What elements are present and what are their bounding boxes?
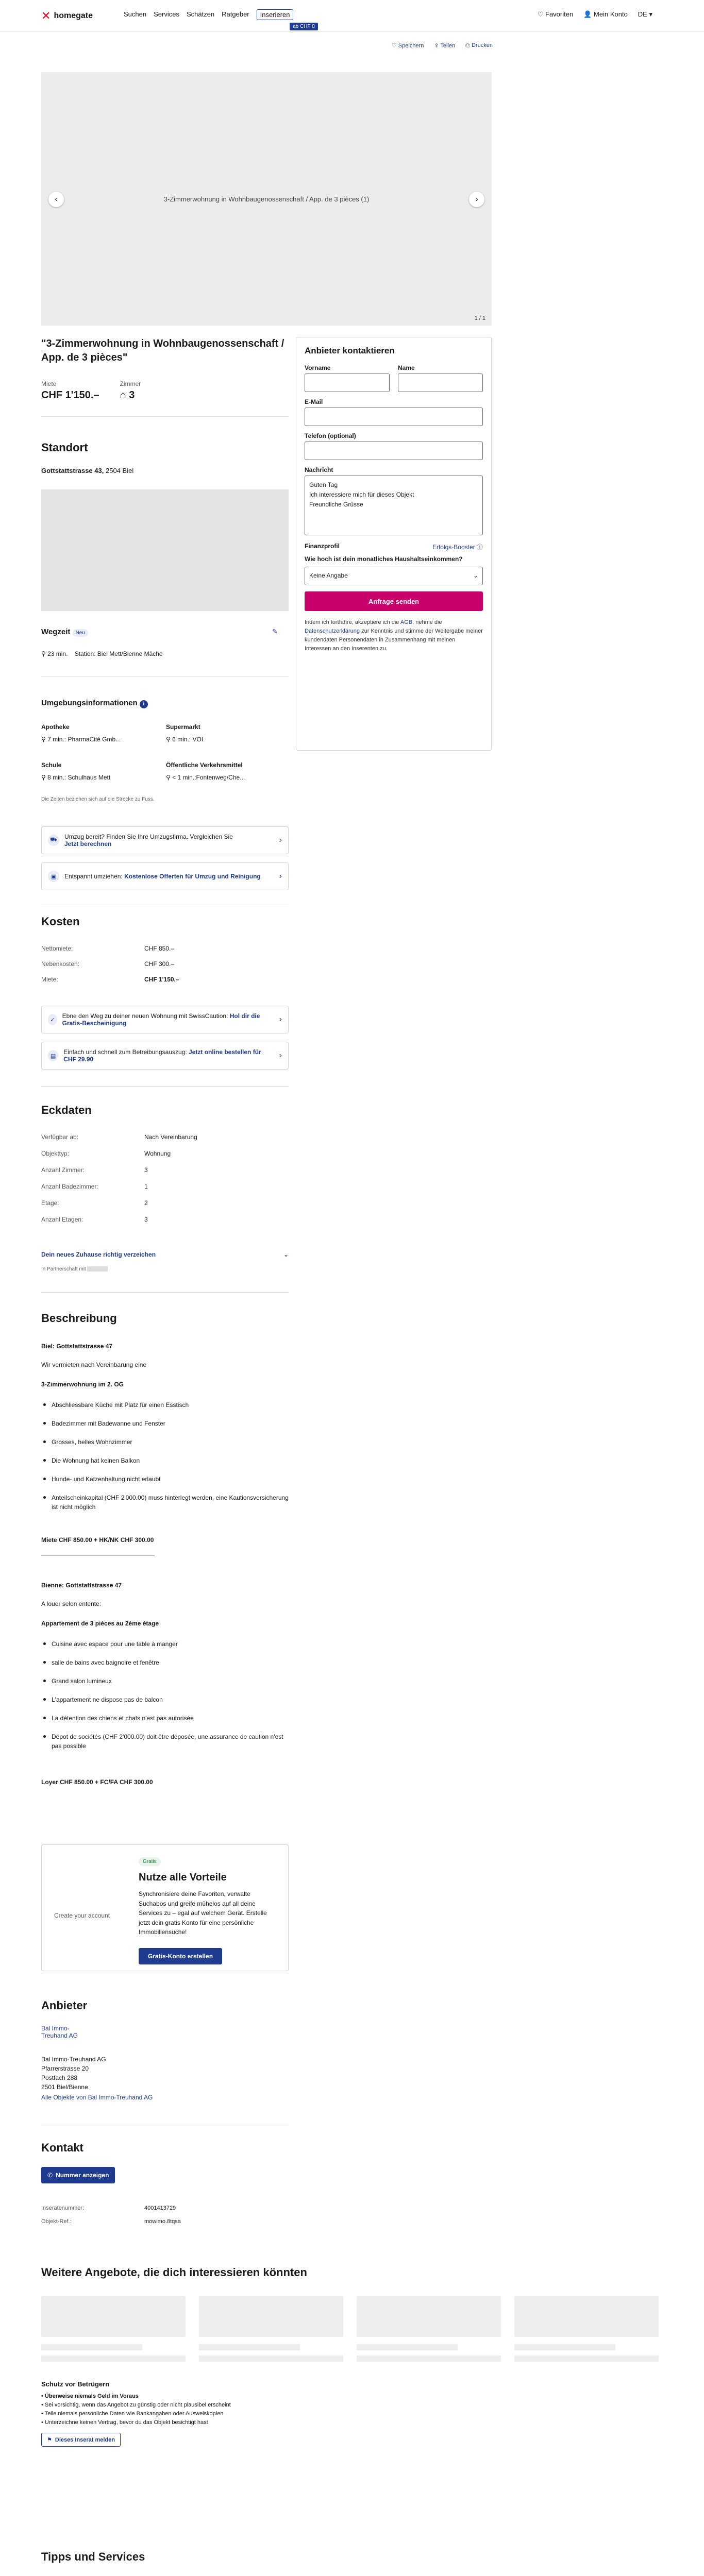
zimmer-value <box>120 389 141 401</box>
finanzprofil-label: Finanzprofil <box>305 543 340 550</box>
income-selected: Keine Angabe <box>309 572 348 579</box>
kosten-row <box>41 976 289 983</box>
promo-umzug-reinigung[interactable] <box>41 862 289 890</box>
vorname-input[interactable] <box>305 374 390 392</box>
kontakt-value: mowimo.8tqsa <box>144 2218 181 2225</box>
kosten-key: Nebenkosten: <box>41 960 80 968</box>
kontakt-row <box>41 2218 289 2225</box>
promo-pre: Ebne den Weg zu deiner neuen Wohnung mit SwissCaution: <box>62 1012 230 1020</box>
income-question: Wie hoch ist dein monatliches Haushaltseinkommen? <box>305 555 463 563</box>
chevron-right-icon: › <box>279 1015 282 1024</box>
document-icon: ▤ <box>48 1050 58 1061</box>
eckdaten-key: Anzahl Zimmer: <box>41 1166 85 1174</box>
chevron-right-icon: › <box>279 872 282 880</box>
desc-de-sub: 3-Zimmerwohnung im 2. OG <box>41 1381 124 1388</box>
eckdaten-value: 2 <box>144 1199 148 1207</box>
list-item: Dépot de sociétés (CHF 2'000.00) doit être déposée, une assurance de caution n'est pas possible <box>41 1732 289 1751</box>
desc-de-rent: Miete CHF 850.00 + HK/NK CHF 300.00 <box>41 1536 154 1544</box>
legal-post: zur Kenntnis und stimme der Weitergabe meiner kundendaten Personendaten in Zusammenhang mit meinen Interessen an den Inserenten zu. <box>305 628 483 652</box>
share-label: Teilen <box>440 43 456 49</box>
message-line: Guten Tag <box>309 481 338 488</box>
nav-services[interactable]: Services <box>154 10 179 18</box>
legal-mid: , nehme die <box>412 619 442 625</box>
umgebung-value-text: < 1 min.:Fontenweg/Che... <box>172 774 245 781</box>
homegate-logo[interactable] <box>41 10 93 22</box>
address <box>41 467 133 474</box>
anbieter-heading: Anbieter <box>41 1999 88 2012</box>
name-label: Name <box>398 364 415 371</box>
partner-logo <box>87 1266 108 1272</box>
walk-icon: ⚲ <box>41 774 48 781</box>
eckdaten-key: Verfügbar ab: <box>41 1133 79 1141</box>
list-item: Grand salon lumineux <box>41 1676 289 1686</box>
miete-label: Miete <box>41 380 57 387</box>
umgebung-title: Umgebungsinformationen <box>41 699 138 707</box>
umgebung-note: Die Zeiten beziehen sich auf die Strecke zu Fuss. <box>41 796 155 802</box>
save-button[interactable] <box>392 42 424 49</box>
nachricht-label: Nachricht <box>305 466 333 473</box>
promo-text <box>62 1012 274 1027</box>
gallery-image-alt: 3-Zimmerwohnung in Wohnbaugenossenschaft / App. de 3 pièces (1) <box>163 195 370 203</box>
divider <box>41 416 289 417</box>
promo-text <box>64 873 261 880</box>
chevron-left-icon: ‹ <box>55 195 58 204</box>
anbieter-line: Postfach 288 <box>41 2074 78 2081</box>
promo-text <box>63 1048 274 1063</box>
eckdaten-key: Objekttyp: <box>41 1150 70 1157</box>
email-input[interactable] <box>305 408 483 426</box>
nav-schaetzen[interactable]: Schätzen <box>186 10 215 18</box>
fraud-item: • Sei vorsichtig, wenn das Angebot zu günstig oder nicht plausibel erscheint <box>41 2402 231 2408</box>
email-label: E-Mail <box>305 398 323 405</box>
eckdaten-row <box>41 1216 289 1223</box>
chevron-right-icon: › <box>279 836 282 844</box>
report-label: Dieses Inserat melden <box>55 2436 115 2443</box>
desc-de-list <box>41 1400 289 1521</box>
listing-card-placeholder[interactable] <box>41 2296 186 2368</box>
kosten-value: CHF 300.– <box>144 960 175 968</box>
list-item: Die Wohnung hat keinen Balkon <box>41 1456 289 1465</box>
listing-actions <box>392 42 493 49</box>
fraud-text: Unterzeichne keinen Vertrag, bevor du das Objekt besichtigt hast <box>44 2419 208 2426</box>
promo-link: Jetzt berechnen <box>64 840 112 848</box>
desc-fr-intro: A louer selon entente: <box>41 1600 102 1607</box>
vorname-label: Vorname <box>305 364 331 371</box>
umgebung-value-text: 6 min.: VOI <box>172 736 204 743</box>
list-item: Grosses, helles Wohnzimmer <box>41 1437 289 1447</box>
image-gallery[interactable] <box>41 72 492 326</box>
eckdaten-value: 1 <box>144 1183 148 1190</box>
site-header <box>0 0 704 32</box>
house-icon: ⌂ <box>120 389 129 401</box>
brand-name: homegate <box>54 11 93 20</box>
listing-key-values <box>41 380 141 401</box>
truck-icon: ⛟ <box>48 835 59 846</box>
eckdaten-value: 3 <box>144 1216 148 1223</box>
fraud-heading: Schutz vor Betrügern <box>41 2380 110 2388</box>
report-listing-button[interactable] <box>41 2433 121 2447</box>
verzeichnen-accordion[interactable] <box>41 1251 289 1258</box>
heart-icon: ♡ <box>537 10 546 18</box>
wegzeit-label: Wegzeit <box>41 628 71 636</box>
desc-de-head: Biel: Gottstattstrasse 47 <box>41 1343 113 1350</box>
wegzeit-title <box>41 628 88 636</box>
promo-umzug[interactable] <box>41 826 289 854</box>
walk-icon: ⚲ <box>41 650 48 657</box>
finanzprofil-row <box>305 543 483 551</box>
promo-link: Kostenlose Offerten für Umzug und Reinigung <box>124 873 261 880</box>
eckdaten-key: Etage: <box>41 1199 59 1207</box>
umgebung-label: Schule <box>41 761 62 769</box>
eckdaten-value: Wohnung <box>144 1150 171 1157</box>
kosten-key: Nettomiete: <box>41 945 73 952</box>
wegzeit-station: Station: Biel Mett/Bienne Mâche <box>74 650 163 657</box>
eckdaten-key: Anzahl Etagen: <box>41 1216 83 1223</box>
legal-pre: Indem ich fortfahre, akzeptiere ich die <box>305 619 400 625</box>
eckdaten-row <box>41 1183 289 1190</box>
gallery-next-button[interactable] <box>469 192 484 207</box>
konto-label: Mein Konto <box>594 10 628 18</box>
listing-card-placeholder[interactable] <box>514 2296 659 2368</box>
verzeichnen-label: Dein neues Zuhause richtig verzeichen <box>41 1251 156 1258</box>
partner-label: In Partnerschaft mit <box>41 1266 86 1272</box>
income-select[interactable] <box>305 567 483 585</box>
name-input[interactable] <box>398 374 483 392</box>
list-item: Abschliessbare Küche mit Platz für einen Esstisch <box>41 1400 289 1410</box>
umgebung-value <box>166 774 245 781</box>
eckdaten-value: Nach Vereinbarung <box>144 1133 197 1141</box>
kontakt-row <box>41 2205 289 2211</box>
eckdaten-key: Anzahl Badezimmer: <box>41 1183 98 1190</box>
kontakt-heading: Kontakt <box>41 2141 83 2154</box>
list-item: La détention des chiens et chats n'est pas autorisée <box>41 1714 289 1723</box>
eckdaten-row <box>41 1199 289 1207</box>
umgebung-value <box>41 774 110 781</box>
walk-icon: ⚲ <box>166 736 173 743</box>
contact-form <box>296 337 492 751</box>
list-item: salle de bains avec baignoire et fenêtre <box>41 1658 289 1667</box>
umgebung-label: Supermarkt <box>166 723 200 731</box>
inserieren-price-badge: ab CHF 0 <box>290 23 318 30</box>
show-number-label: Nummer anzeigen <box>56 2172 109 2179</box>
weitere-heading: Weitere Angebote, die dich interessieren könnten <box>41 2266 307 2279</box>
share-button[interactable] <box>434 42 455 49</box>
new-badge: Neu <box>73 629 88 637</box>
divider <box>41 1292 289 1293</box>
fraud-text: Teile niemals persönliche Daten wie Bankangaben oder Ausweiskopien <box>44 2411 224 2417</box>
fraud-item: • Unterzeichne keinen Vertrag, bevor du das Objekt besichtigt hast <box>41 2419 208 2426</box>
umgebung-label: Öffentliche Verkehrsmittel <box>166 761 243 769</box>
kontakt-key: Inseratenummer: <box>41 2205 85 2211</box>
fraud-text: Sei vorsichtig, wenn das Angebot zu günstig oder nicht plausibel erscheint <box>44 2402 231 2408</box>
info-icon[interactable]: i <box>140 700 148 708</box>
save-label: Speichern <box>398 43 424 49</box>
eckdaten-row <box>41 1133 289 1141</box>
partner-note <box>41 1266 108 1272</box>
favoriten-link[interactable] <box>538 10 573 19</box>
anbieter-line: Bal Immo-Treuhand AG <box>41 2056 106 2063</box>
anbieter-all-link[interactable]: Alle Objekte von Bal Immo-Treuhand AG <box>41 2094 153 2101</box>
promo-pre: Umzug bereit? Finden Sie Ihre Umzugsfirma. Vergleichen Sie <box>64 833 233 840</box>
printer-icon: ⎙ <box>465 42 472 48</box>
nav-ratgeber[interactable]: Ratgeber <box>222 10 249 18</box>
zimmer-number: 3 <box>129 389 135 401</box>
promo-title: Nutze alle Vorteile <box>139 1872 227 1883</box>
address-street: Gottstattstrasse 43, <box>41 467 104 474</box>
eckdaten-row <box>41 1166 289 1174</box>
gallery-prev-button[interactable] <box>48 192 64 207</box>
promo-description: Synchronisiere deine Favoriten, verwalte Suchabos und greife mühelos auf all deine Services zu – egal auf welchem Gerät. Erstelle jetzt dein gratis Konto für eine persönliche Immobiliensuche! <box>139 1890 267 1936</box>
promo-swisscaution[interactable] <box>41 1006 289 1033</box>
gallery-counter: 1 / 1 <box>474 315 485 321</box>
listing-card-placeholder[interactable] <box>199 2296 343 2368</box>
chevron-right-icon: › <box>279 1051 282 1060</box>
nav-inserieren-button[interactable]: Inserieren <box>257 9 294 20</box>
account-promo-card <box>41 1844 289 1971</box>
favoriten-label: Favoriten <box>545 10 574 18</box>
nav-suchen[interactable]: Suchen <box>124 10 147 18</box>
address-city: 2504 Biel <box>104 467 134 474</box>
anbieter-line: Pfarrerstrasse 20 <box>41 2065 89 2072</box>
list-item: Hunde- und Katzenhaltung nicht erlaubt <box>41 1475 289 1484</box>
wegzeit-time: 23 min. <box>47 650 68 657</box>
logo-x-icon: ✕ <box>41 9 51 22</box>
phone-icon: ✆ <box>47 2172 53 2179</box>
chevron-right-icon: › <box>475 195 478 204</box>
kontakt-key: Objekt-Ref.: <box>41 2218 72 2225</box>
submit-inquiry-button[interactable]: Anfrage senden <box>305 591 483 611</box>
location-map[interactable] <box>41 489 289 611</box>
list-item: Badezimmer mit Badewanne und Fenster <box>41 1419 289 1428</box>
chevron-down-icon: ⌄ <box>473 572 478 579</box>
print-button[interactable] <box>465 42 493 49</box>
info-icon: ⓘ <box>476 544 483 551</box>
main-nav <box>124 10 293 21</box>
desc-fr-rent: Loyer CHF 850.00 + FC/FA CHF 300.00 <box>41 1778 153 1786</box>
message-line: Ich interessiere mich für dieses Objekt <box>309 491 414 499</box>
list-item: Anteilscheinkapital (CHF 2'000.00) muss hinterlegt werden, eine Kautionsversicherung ist nicht möglich <box>41 1493 289 1512</box>
language-switch[interactable]: DE ▾ <box>638 10 652 18</box>
walk-icon: ⚲ <box>41 736 48 743</box>
umgebung-value-text: 8 min.: Schulhaus Mett <box>47 774 111 781</box>
promo-betreibungsauszug[interactable] <box>41 1042 289 1070</box>
standort-heading: Standort <box>41 441 88 454</box>
booster-label: Erfolgs-Booster <box>432 544 475 551</box>
account-promo-image: Create your account <box>54 1912 110 1919</box>
user-icon: 👤 <box>583 10 594 18</box>
promo-text <box>64 833 233 848</box>
box-icon: ▣ <box>48 871 59 882</box>
telefon-input[interactable] <box>305 442 483 460</box>
eckdaten-value: 3 <box>144 1166 148 1174</box>
umgebung-value-text: 7 min.: PharmaCité Gmb... <box>47 736 121 743</box>
form-heading: Anbieter kontaktieren <box>305 346 395 355</box>
share-icon: ⇪ <box>434 43 441 49</box>
desc-fr-sub: Appartement de 3 pièces au 2ème étage <box>41 1620 159 1627</box>
kosten-heading: Kosten <box>41 915 80 928</box>
list-item: L'appartement ne dispose pas de balcon <box>41 1695 289 1704</box>
certificate-icon: ✓ <box>48 1014 57 1025</box>
miete-value: CHF 1'150.– <box>41 389 99 401</box>
promo-pre: Entspannt umziehen: <box>64 873 125 880</box>
fraud-text: Überweise niemals Geld im Voraus <box>44 2393 139 2399</box>
wegzeit-result <box>41 650 163 657</box>
zimmer-label: Zimmer <box>120 380 141 387</box>
kosten-row <box>41 960 289 968</box>
booster-link[interactable] <box>432 543 483 551</box>
kosten-row <box>41 945 289 952</box>
listing-title: "3-Zimmerwohnung in Wohnbaugenossenschaft / App. de 3 pièces" <box>41 338 284 363</box>
kosten-value: CHF 850.– <box>144 945 175 952</box>
heart-icon: ♡ <box>391 43 398 49</box>
desc-fr-list <box>41 1639 289 1760</box>
anbieter-line: 2501 Biel/Bienne <box>41 2083 88 2091</box>
divider <box>41 1086 289 1087</box>
fraud-item: • Teile niemals persönliche Daten wie Bankangaben oder Ausweiskopien <box>41 2411 224 2417</box>
promo-pre: Einfach und schnell zum Betreibungsauszug: <box>63 1048 189 1056</box>
message-line: Freundliche Grüsse <box>309 501 363 509</box>
fraud-protection <box>41 2380 289 2447</box>
fraud-item: • Überweise niemals Geld im Voraus <box>41 2393 139 2399</box>
eckdaten-heading: Eckdaten <box>41 1104 92 1116</box>
kosten-value: CHF 1'150.– <box>144 976 179 983</box>
agb-link[interactable]: AGB <box>400 619 413 625</box>
umgebung-label: Apotheke <box>41 723 70 731</box>
umgebung-value <box>41 736 121 743</box>
language-label: DE <box>638 10 647 18</box>
tipps-heading: Tipps und Services <box>41 2550 145 2563</box>
promo-link: Jetzt online bestellen für CHF 29.90 <box>63 1048 261 1063</box>
promo-link: Hol dir die Gratis-Bescheinigung <box>62 1012 260 1027</box>
listing-card-placeholder[interactable] <box>357 2296 501 2368</box>
gratis-badge: Gratis <box>139 1857 161 1866</box>
chevron-down-icon: ⌄ <box>283 1251 289 1258</box>
umgebung-value <box>166 736 203 743</box>
desc-de-intro: Wir vermieten nach Vereinbarung eine <box>41 1361 147 1368</box>
list-item: Cuisine avec espace pour une table à manger <box>41 1639 289 1649</box>
create-account-button[interactable]: Gratis-Konto erstellen <box>139 1948 222 1964</box>
telefon-label: Telefon (optional) <box>305 432 356 439</box>
datenschutz-link[interactable]: Datenschutzerklärung <box>305 628 360 635</box>
beschreibung-heading: Beschreibung <box>41 1312 117 1325</box>
flag-icon: ⚑ <box>47 2437 52 2443</box>
print-label: Drucken <box>472 42 493 48</box>
kontakt-value: 4001413729 <box>144 2205 176 2211</box>
legal-text <box>305 618 483 653</box>
walk-icon: ⚲ <box>166 774 173 781</box>
konto-link[interactable] <box>583 10 628 19</box>
kosten-key: Miete: <box>41 976 58 983</box>
show-number-button[interactable] <box>41 2167 115 2183</box>
eckdaten-row <box>41 1150 289 1157</box>
umgebung-heading <box>41 699 148 708</box>
message-textarea[interactable] <box>305 476 483 535</box>
desc-fr-head: Bienne: Gottstattstrasse 47 <box>41 1582 122 1589</box>
edit-icon[interactable]: ✎ <box>272 628 278 635</box>
anbieter-logo[interactable]: Bal Immo-Treuhand AG <box>41 2025 78 2039</box>
